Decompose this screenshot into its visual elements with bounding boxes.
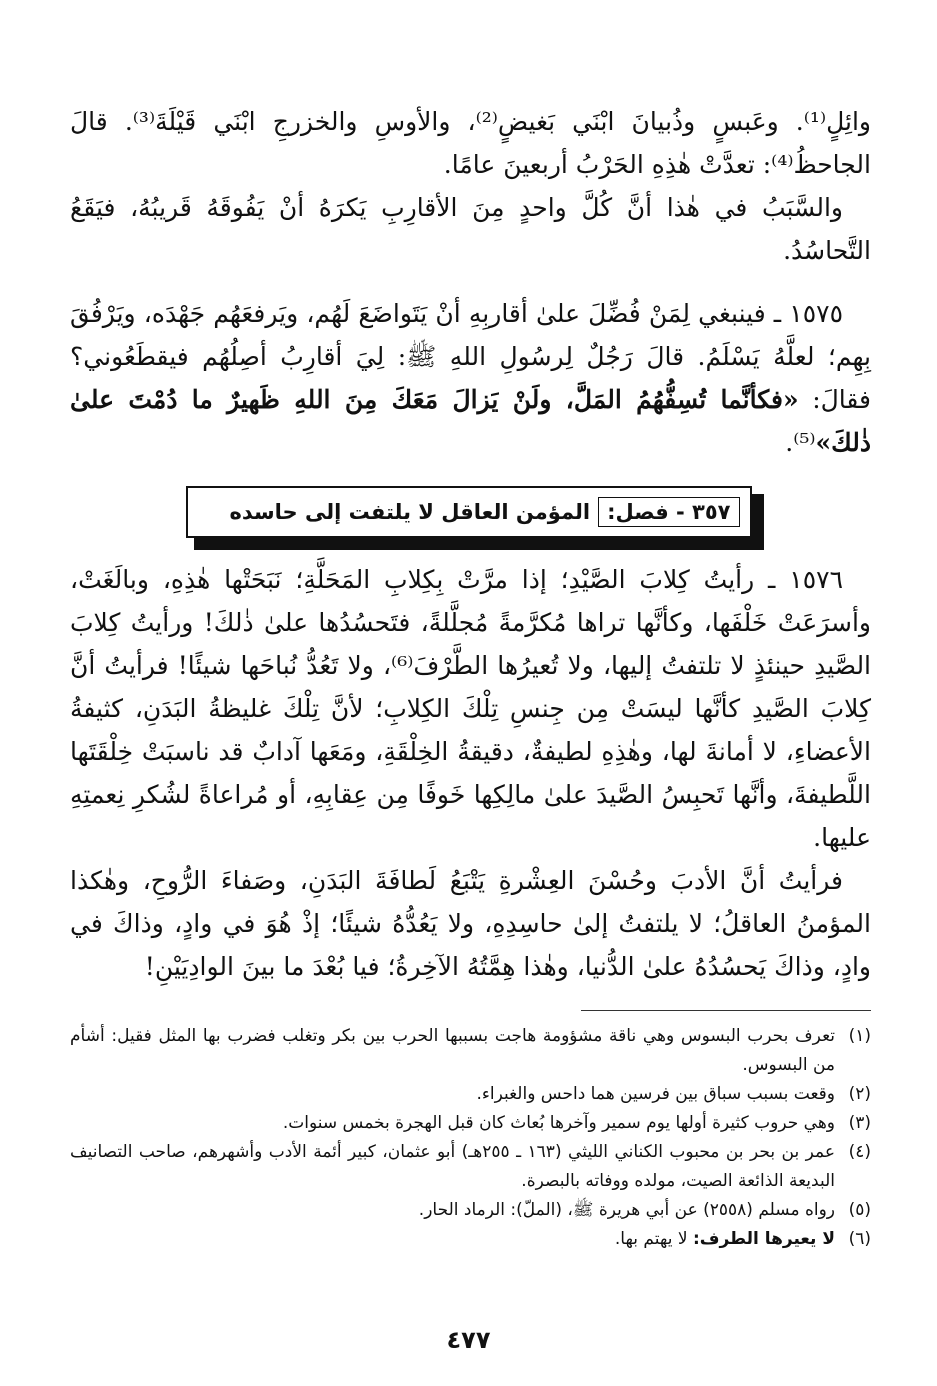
footnote-text: رواه مسلم (٢٥٥٨) عن أبي هريرة ﷺ، (الملّ): الرماد الحار. bbox=[418, 1200, 835, 1220]
page-number: ٤٧٧ bbox=[446, 1326, 491, 1354]
paragraph-2: والسَّبَبُ في هٰذا أنَّ كُلَّ واحدٍ مِنَ الأقارِبِ يَكرَهُ أنْ يَفُوقَهُ قَريبُهُ، فيَقَعُ التَّحاسُدُ. bbox=[70, 193, 871, 265]
footnote-text: تعرف بحرب البسوس وهي ناقة مشؤومة هاجت بسببها الحرب بين بكر وتغلب فضرب بها المثل فقيل: أشأم من البسوس. bbox=[70, 1026, 835, 1075]
paragraph-1576: ١٥٧٦ ـ رأيتُ كِلابَ الصَّيْدِ؛ إذا مرَّتْ بِكِلابِ المَحَلَّةِ؛ نَبَحَتْها هٰذِهِ، وبالَغَتْ، وأسرَعَتْ خَلْفَها، وكأنَّها تراها مُكرَّمةً مُجلَّلةً، فتَحسُدُها علىٰ ذٰلكَ! ورأيتُ كِلابَ الصَّيدِ حينئذٍ لا تلتفتُ إليها، ولا تُعيرُها الطَّرْفَ⁽⁶⁾، ولا تَعُدُّ نُباحَها شيئًا! فرأيتُ أنَّ كِلابَ الصَّيدِ كأنَّها ليسَتْ مِن جِنسِ تِلْكَ الكِلابِ؛ لأنَّ تِلْكَ غليظةُ البَدَنِ، كثيفةُ الأعضاءِ، لا أمانةَ لها، وهٰذِهِ لطيفةٌ، دقيقةُ الخِلْقَةِ، ومَعَها آدابٌ قد ناسبَتْ خِلْقَتَها اللَّطيفةَ، وأنَّها تَحبِسُ الصَّيدَ علىٰ مالِكِها خَوفًا مِن عِقابِهِ، أو مُراعاةً لشُكرِ نِعمتِهِ عليها. bbox=[70, 565, 872, 852]
footnote-text: وهي حروب كثيرة أولها يوم سمير وآخرها بُعاث كان قبل الهجرة بخمس سنوات. bbox=[282, 1113, 835, 1133]
footnote-divider bbox=[581, 1010, 871, 1011]
paragraph-1575 bbox=[70, 292, 871, 464]
hadith-text: «فكأنَّما تُسِفُّهُمُ المَلَّ، ولَنْ يَزالَ مَعَكَ مِنَ اللهِ ظَهيرٌ ما دُمْتَ علىٰ ذٰلكَ» bbox=[70, 385, 871, 457]
main-text bbox=[70, 100, 871, 988]
footnote-text-wrapper bbox=[70, 1225, 835, 1254]
footnote bbox=[70, 1196, 871, 1225]
paragraph-1: وائِلٍ⁽¹⁾. وعَبسٍ وذُبيانَ ابْنَي بَغيضٍ⁽²⁾، والأوسِ والخزرجِ ابْنَي قَيْلَةَ⁽³⁾. قالَ الجاحظُ⁽⁴⁾: تعدَّتْ هٰذِهِ الحَرْبُ أربعينَ عامًا. bbox=[70, 107, 871, 179]
hadith-ref: ⁽⁵⁾. bbox=[785, 428, 816, 457]
footnote-number: (٥) bbox=[848, 1200, 871, 1220]
footnote bbox=[70, 1080, 871, 1109]
footnote-term: لا يعيرها الطرف: bbox=[692, 1229, 835, 1249]
chapter-number: ٣٥٧ - فصل: bbox=[598, 497, 739, 527]
footnote bbox=[70, 1138, 871, 1196]
footnote-number: (٦) bbox=[848, 1229, 871, 1249]
footnote-text: عمر بن بحر بن محبوب الكناني الليثي (١٦٣ ـ ٢٥٥هـ) أبو عثمان، كبير أئمة الأدب وأشهرهم، صاحب التصانيف البديعة الذائعة الصيت، مولده ووفاته بالبصرة. bbox=[70, 1142, 836, 1191]
chapter-heading bbox=[186, 486, 756, 548]
footnote-number: (٤) bbox=[848, 1142, 871, 1162]
footnote-text: لا يهتم بها. bbox=[614, 1229, 693, 1249]
footnote-number: (٣) bbox=[848, 1113, 871, 1133]
paragraph-1575-intro: ١٥٧٥ ـ فينبغي لِمَنْ فُضِّلَ علىٰ أقاربِهِ أنْ يَتَواضَعَ لَهُم، ويَرفعَهُم جَهْدَه، ويَرْفُقَ بِهِم؛ لعلَّهُ يَسْلَمُ. قالَ رَجُلٌ لِرسُولِ اللهِ ﷺ: لِيَ أقارِبُ أصِلُهُم فيقطَعُوني؟ فقالَ: bbox=[70, 299, 871, 414]
footnote bbox=[70, 1225, 871, 1254]
chapter-title: المؤمن العاقل لا يلتفت إلى حاسده bbox=[229, 500, 591, 524]
footnote bbox=[70, 1022, 871, 1080]
footnotes bbox=[70, 1022, 871, 1254]
chapter-box bbox=[186, 486, 752, 538]
footnote-text: وقعت بسبب سباق بين فرسين هما داحس والغبراء. bbox=[476, 1084, 835, 1104]
footnote-number: (٢) bbox=[848, 1084, 871, 1104]
footnote bbox=[70, 1109, 871, 1138]
paragraph-conclusion: فرأيتُ أنَّ الأدبَ وحُسْنَ العِشْرةِ يَتْبَعُ لَطافَةَ البَدَنِ، وصَفاءَ الرُّوحِ، وهٰكذا المؤمنُ العاقلُ؛ لا يلتفتُ إلىٰ حاسِدِهِ، ولا يَعُدُّهُ شيئًا؛ إذْ هُوَ في وادٍ، وذاكَ في وادٍ، وذاكَ يَحسُدُهُ علىٰ الدُّنيا، وهٰذا هِمَّتُهُ الآخِرةُ؛ فيا بُعْدَ ما بينَ الوادِيَيْنِ! bbox=[70, 866, 871, 981]
footnote-number: (١) bbox=[848, 1026, 871, 1046]
